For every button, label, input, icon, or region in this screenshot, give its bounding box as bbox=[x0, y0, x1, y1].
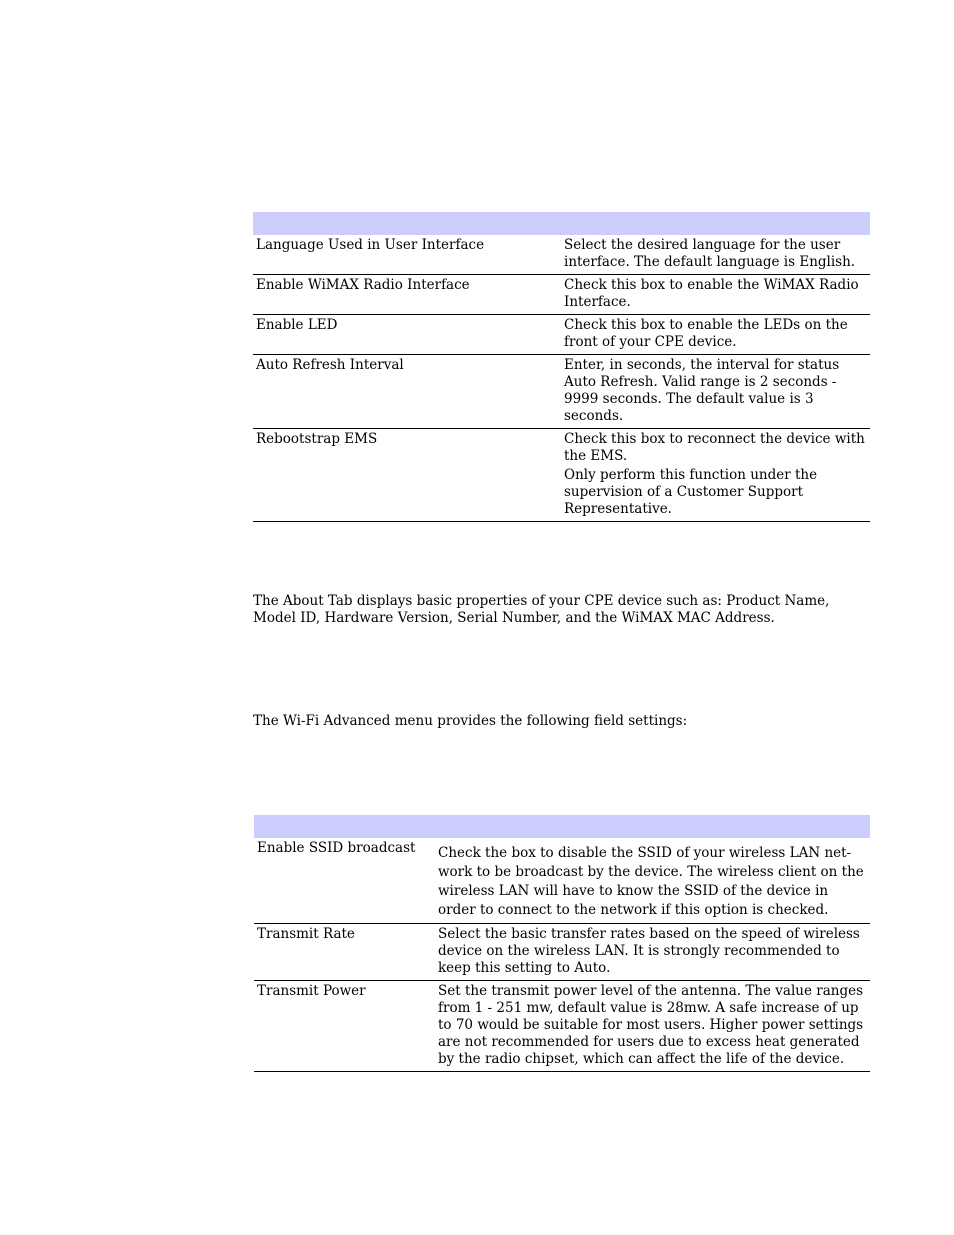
wifi-advanced-paragraph: The Wi-Fi Advanced menu provides the following field settings: bbox=[253, 713, 688, 729]
table-row bbox=[254, 838, 870, 924]
field-name: Enable WiMAX Radio Interface bbox=[256, 277, 470, 293]
description-text: Select the desired language for the user interface. The default language is English. bbox=[564, 237, 856, 270]
table-row bbox=[253, 235, 870, 275]
about-tab-paragraph: The About Tab displays basic properties of your CPE device such as: Product Name, Model ID, Hardware Version, Serial Number, and the WiMAX MAC Address. bbox=[253, 593, 830, 626]
field-name: Enable LED bbox=[256, 317, 338, 333]
table-row bbox=[253, 429, 870, 522]
table-row bbox=[253, 355, 870, 429]
field-name: Auto Refresh Interval bbox=[256, 357, 404, 373]
field-description bbox=[435, 838, 870, 923]
table-row bbox=[253, 275, 870, 315]
description-text: Check this box to enable the WiMAX Radio Interface. bbox=[564, 277, 859, 310]
table-row bbox=[253, 315, 870, 355]
field-name: Transmit Rate bbox=[257, 926, 355, 942]
table-row bbox=[254, 924, 870, 981]
description-text: Set the transmit power level of the antenna. The value ranges from 1 - 251 mw, default value is 28mw. A safe increase of up to 70 would be suitable for most users. Higher power settings are not recommended for users due to excess heat generated by the radio chipset, which can affect the life of the device. bbox=[438, 983, 864, 1067]
description-text: Select the basic transfer rates based on the speed of wireless device on the wireless LAN. It is strongly recommended to keep this setting to Auto. bbox=[438, 926, 860, 976]
field-description bbox=[561, 429, 870, 521]
field-description bbox=[561, 355, 870, 428]
description-note: Only perform this function under the supervision of a Customer Support Representative. bbox=[564, 467, 818, 517]
field-description bbox=[561, 315, 870, 354]
field-name: Language Used in User Interface bbox=[256, 237, 485, 253]
field-description bbox=[561, 235, 870, 274]
field-name: Enable SSID broadcast bbox=[257, 840, 416, 856]
field-name: Transmit Power bbox=[257, 983, 366, 999]
table-header-band bbox=[254, 815, 870, 838]
table-header-band bbox=[253, 212, 870, 235]
general-settings-table bbox=[253, 212, 870, 522]
field-description bbox=[435, 981, 870, 1071]
field-description bbox=[435, 924, 870, 980]
description-text: Enter, in seconds, the interval for status Auto Refresh. Valid range is 2 seconds - 9999 seconds. The default value is 3 seconds. bbox=[564, 357, 840, 424]
description-text: Check this box to enable the LEDs on the front of your CPE device. bbox=[564, 317, 848, 350]
field-name: Rebootstrap EMS bbox=[256, 431, 378, 447]
description-text: Check the box to disable the SSID of your wireless LAN net-work to be broadcast by the device. The wireless client on the wireless LAN will have to know the SSID of the device in order to connect to the network if this option is checked. bbox=[438, 845, 864, 918]
description-text: Check this box to reconnect the device with the EMS. bbox=[564, 431, 865, 464]
table-row bbox=[254, 981, 870, 1072]
field-description bbox=[561, 275, 870, 314]
wifi-advanced-table bbox=[254, 815, 870, 1072]
